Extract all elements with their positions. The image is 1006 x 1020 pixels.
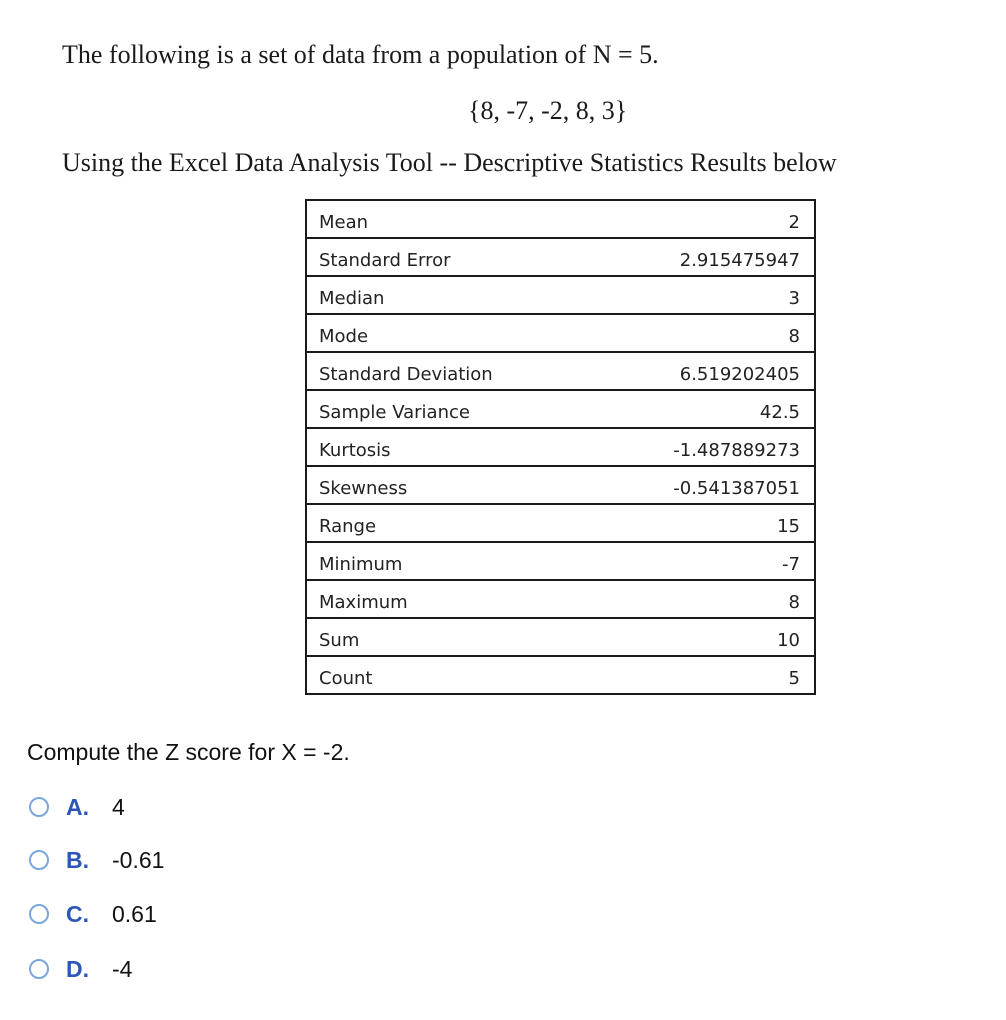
table-row [306, 238, 815, 276]
radio-button-icon[interactable] [29, 797, 49, 817]
table-row [306, 656, 815, 694]
instructions-text: Using the Excel Data Analysis Tool -- Descriptive Statistics Results below [62, 148, 837, 177]
stat-label: Mode [306, 314, 595, 352]
option-value: 4 [112, 793, 125, 820]
stat-value: 3 [595, 276, 815, 314]
radio-button-icon[interactable] [29, 850, 49, 870]
stat-label: Standard Deviation [306, 352, 595, 390]
table-row [306, 580, 815, 618]
stat-value: 8 [595, 580, 815, 618]
stat-value: -0.541387051 [595, 466, 815, 504]
stat-label: Count [306, 656, 595, 694]
problem-intro: The following is a set of data from a population of N = 5. [62, 40, 659, 69]
option-letter: B. [66, 846, 89, 873]
table-row [306, 352, 815, 390]
stat-label: Kurtosis [306, 428, 595, 466]
option-value: -0.61 [112, 846, 165, 873]
stat-value: -7 [595, 542, 815, 580]
option-letter: A. [66, 793, 89, 820]
dataset-values: {8, -7, -2, 8, 3} [468, 96, 628, 125]
table-row [306, 466, 815, 504]
table-row [306, 314, 815, 352]
option-value: 0.61 [112, 900, 157, 927]
table-row [306, 504, 815, 542]
table-row [306, 200, 815, 238]
option-c[interactable] [29, 899, 157, 929]
table-row [306, 276, 815, 314]
option-value: -4 [112, 955, 133, 982]
stat-value: 2.915475947 [595, 238, 815, 276]
option-letter: D. [66, 955, 89, 982]
descriptive-statistics-table [305, 199, 816, 695]
stat-value: 5 [595, 656, 815, 694]
stat-label: Sample Variance [306, 390, 595, 428]
stat-value: 6.519202405 [595, 352, 815, 390]
option-letter: C. [66, 900, 89, 927]
stat-value: -1.487889273 [595, 428, 815, 466]
option-b[interactable] [29, 845, 164, 875]
radio-button-icon[interactable] [29, 904, 49, 924]
stat-label: Maximum [306, 580, 595, 618]
radio-button-icon[interactable] [29, 959, 49, 979]
table-row [306, 618, 815, 656]
stat-label: Minimum [306, 542, 595, 580]
table-row [306, 390, 815, 428]
option-a[interactable] [29, 792, 125, 822]
stat-value: 8 [595, 314, 815, 352]
table-row [306, 542, 815, 580]
stat-label: Range [306, 504, 595, 542]
option-d[interactable] [29, 954, 132, 984]
stat-value: 15 [595, 504, 815, 542]
stat-value: 42.5 [595, 390, 815, 428]
stat-label: Standard Error [306, 238, 595, 276]
stat-label: Mean [306, 200, 595, 238]
question-prompt: Compute the Z score for X = -2. [27, 739, 350, 765]
stat-value: 10 [595, 618, 815, 656]
table-row [306, 428, 815, 466]
stat-label: Median [306, 276, 595, 314]
stat-label: Skewness [306, 466, 595, 504]
stat-label: Sum [306, 618, 595, 656]
stat-value: 2 [595, 200, 815, 238]
